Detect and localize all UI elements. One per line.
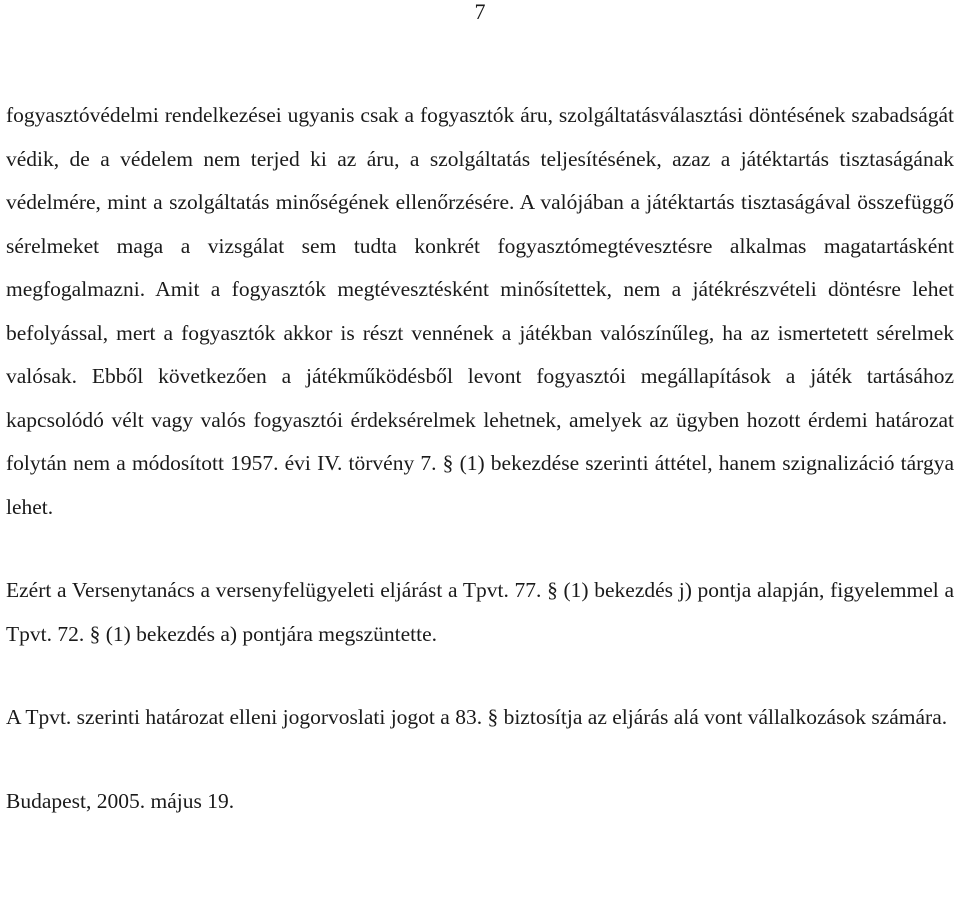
paragraph-place-date: Budapest, 2005. május 19.: [6, 788, 235, 813]
paragraph-termination: Ezért a Versenytanács a versenyfelügyeleti eljárást a Tpvt. 77. § (1) bekezdés j) pontja alapján, figyelemmel a Tpvt. 72. § (1) bekezdés a) pontjára megszüntette.: [6, 578, 954, 646]
document-body: [6, 94, 954, 823]
page-number: 7: [474, 0, 486, 24]
paragraph-decision-reasoning: fogyasztóvédelmi rendelkezései ugyanis csak a fogyasztók áru, szolgáltatásválasztási döntésének szabadságát védik, de a védelem nem terjed ki az áru, a szolgáltatás teljesítésének, azaz a játéktartás tisztaságának védelmére, mint a szolgáltatás minőségének ellenőrzésére. A valójában a játéktartás tisztaságával összefüggő sérelmeket maga a vizsgálat sem tudta konkrét fogyasztómegtévesztésre alkalmas magatartásként megfogalmazni. Amit a fogyasztók megtévesztésként minősítettek, nem a játékrészvételi döntésre lehet befolyással, mert a fogyasztók akkor is részt vennének a játékban valószínűleg, ha az ismertetett sérelmek valósak. Ebből következően a játékműködésből levont fogyasztói megállapítások a játék tartásához kapcsolódó vélt vagy valós fogyasztói érdeksérelmek lehetnek, amelyek az ügyben hozott érdemi határozat folytán nem a módosított 1957. évi IV. törvény 7. § (1) bekezdése szerinti áttétel, hanem szignalizáció tárgya lehet.: [6, 103, 954, 519]
paragraph-legal-remedy: A Tpvt. szerinti határozat elleni jogorvoslati jogot a 83. § biztosítja az eljárás alá vont vállalkozások számára.: [6, 705, 948, 729]
